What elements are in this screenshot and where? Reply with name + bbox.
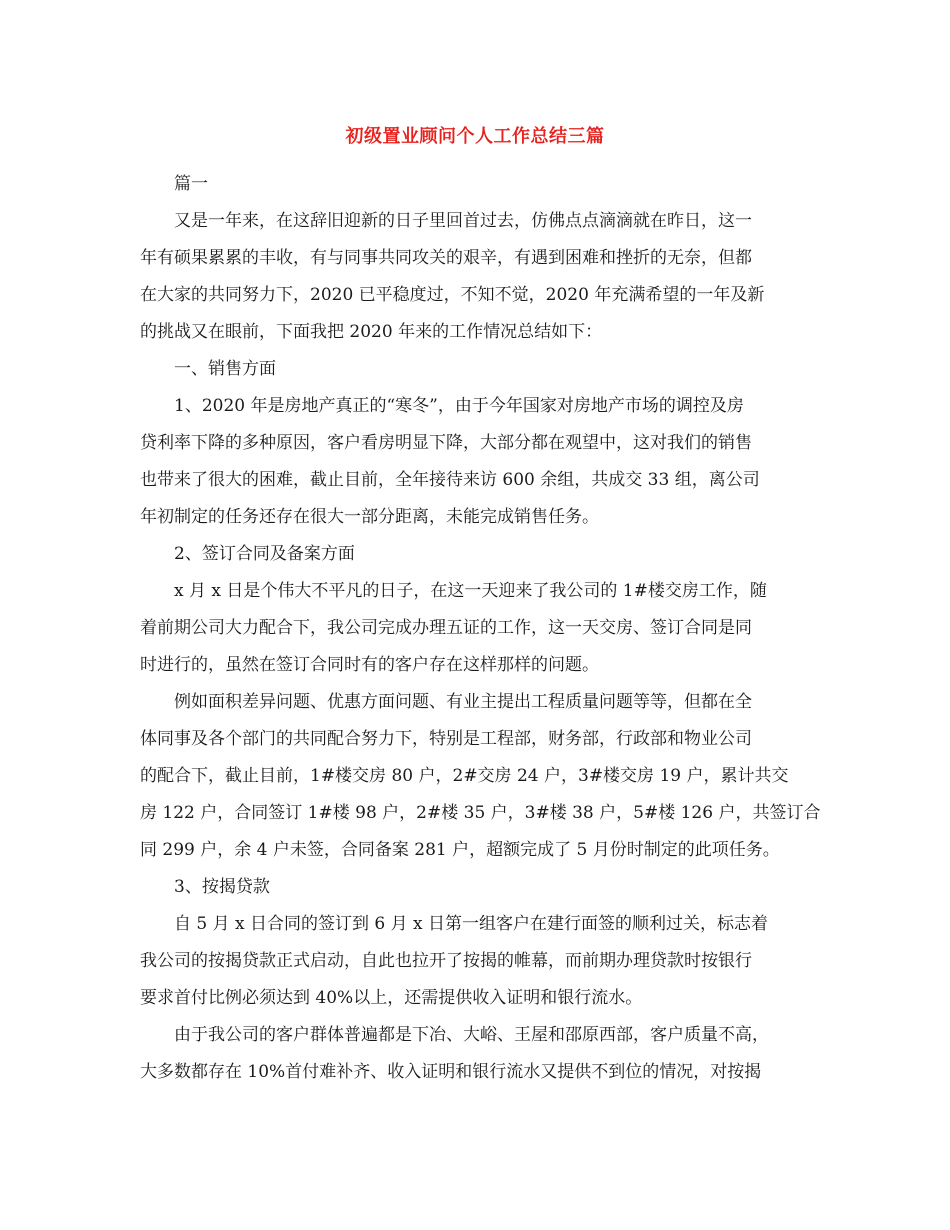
text-line: 同 299 户，余 4 户未签，合同备案 281 户，超额完成了 5 月份时制定的此项任务。 xyxy=(140,840,780,860)
paragraph xyxy=(140,906,830,1017)
paragraph xyxy=(140,388,830,536)
text-line: 年初制定的任务还存在很大一部分距离，未能完成销售任务。 xyxy=(140,507,599,527)
text-line: 的配合下，截止目前，1#楼交房 80 户，2#交房 24 户，3#楼交房 19 户，累计共交 xyxy=(140,766,789,786)
text-line: 要求首付比例必须达到 40%以上，还需提供收入证明和银行流水。 xyxy=(140,988,643,1008)
paragraph xyxy=(140,166,830,203)
text-line: 的挑战又在眼前，下面我把 2020 年来的工作情况总结如下： xyxy=(140,322,603,342)
text-line: 体同事及各个部门的共同配合努力下，特别是工程部，财务部，行政部和物业公司 xyxy=(140,729,752,749)
text-line: 2、签订合同及备案方面 xyxy=(174,544,355,564)
text-line: 年有硕果累累的丰收，有与同事共同攻关的艰辛，有遇到困难和挫折的无奈，但都 xyxy=(140,248,752,268)
section-heading xyxy=(140,351,830,388)
text-line: 也带来了很大的困难，截止目前，全年接待来访 600 余组，共成交 33 组，离公司 xyxy=(140,470,760,490)
text-line: 在大家的共同努力下，2020 已平稳度过，不知不觉，2020 年充满希望的一年及新 xyxy=(140,285,765,305)
text-line: 时进行的，虽然在签订合同时有的客户存在这样那样的问题。 xyxy=(140,655,599,675)
text-line: 着前期公司大力配合下，我公司完成办理五证的工作，这一天交房、签订合同是同 xyxy=(140,618,752,638)
text-line: 例如面积差异问题、优惠方面问题、有业主提出工程质量问题等等，但都在全 xyxy=(174,692,752,712)
document-body xyxy=(140,166,830,1091)
text-line: 房 122 户，合同签订 1#楼 98 户，2#楼 35 户，3#楼 38 户，5#楼 126 户，共签订合 xyxy=(140,803,821,823)
text-line: 我公司的按揭贷款正式启动，自此也拉开了按揭的帷幕，而前期办理贷款时按银行 xyxy=(140,951,752,971)
text-line: x 月 x 日是个伟大不平凡的日子，在这一天迎来了我公司的 1#楼交房工作，随 xyxy=(174,581,767,601)
text-line: 大多数都存在 10%首付难补齐、收入证明和银行流水又提供不到位的情况，对按揭 xyxy=(140,1062,762,1082)
text-line: 又是一年来，在这辞旧迎新的日子里回首过去，仿佛点点滴滴就在昨日，这一 xyxy=(174,211,752,231)
text-line: 1、2020 年是房地产真正的“寒冬”，由于今年国家对房地产市场的调控及房 xyxy=(174,396,744,416)
text-line: 自 5 月 x 日合同的签订到 6 月 x 日第一组客户在建行面签的顺利过关，标志着 xyxy=(174,914,769,934)
paragraph xyxy=(140,203,830,351)
section-heading xyxy=(140,536,830,573)
text-line: 篇一 xyxy=(174,174,208,194)
paragraph xyxy=(140,1017,830,1091)
text-line: 由于我公司的客户群体普遍都是下冶、大峪、王屋和邵原西部，客户质量不高， xyxy=(174,1025,769,1045)
text-line: 3、按揭贷款 xyxy=(174,877,270,897)
document-title: 初级置业顾问个人工作总结三篇 xyxy=(345,126,605,147)
section-heading xyxy=(140,869,830,906)
paragraph xyxy=(140,573,830,684)
paragraph xyxy=(140,684,830,869)
text-line: 贷利率下降的多种原因，客户看房明显下降，大部分都在观望中，这对我们的销售 xyxy=(140,433,752,453)
text-line: 一、销售方面 xyxy=(174,359,276,379)
